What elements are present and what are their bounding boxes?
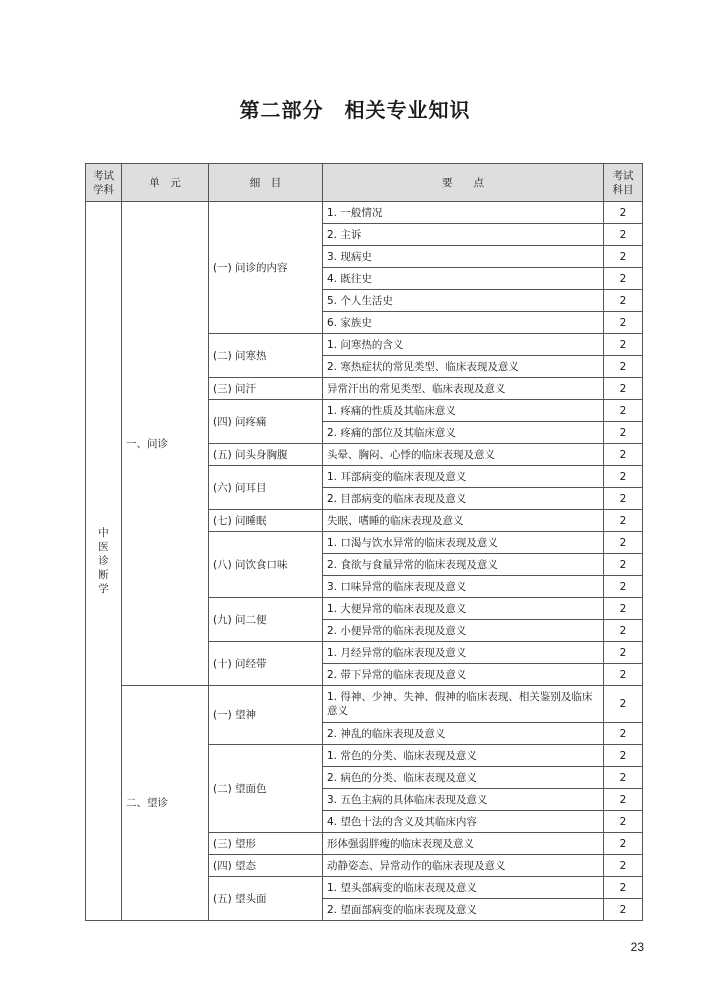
point-cell: 2. 小便异常的临床表现及意义 (323, 620, 604, 642)
point-cell: 2. 食欲与食量异常的临床表现及意义 (323, 554, 604, 576)
category-cell: 2 (604, 422, 643, 444)
header-category: 考试科目 (604, 164, 643, 202)
table-row (86, 686, 643, 723)
point-cell: 2. 病色的分类、临床表现及意义 (323, 767, 604, 789)
category-cell: 2 (604, 312, 643, 334)
detail-cell: (二) 问寒热 (209, 334, 323, 378)
category-cell: 2 (604, 334, 643, 356)
point-cell: 3. 口味异常的临床表现及意义 (323, 576, 604, 598)
category-cell: 2 (604, 620, 643, 642)
subject-cell: 中医诊断学 (86, 202, 122, 921)
detail-cell: (十) 问经带 (209, 642, 323, 686)
category-cell: 2 (604, 664, 643, 686)
detail-cell: (三) 望形 (209, 833, 323, 855)
category-cell: 2 (604, 789, 643, 811)
category-cell: 2 (604, 246, 643, 268)
point-cell: 1. 常色的分类、临床表现及意义 (323, 745, 604, 767)
point-cell: 1. 月经异常的临床表现及意义 (323, 642, 604, 664)
category-cell: 2 (604, 444, 643, 466)
category-cell: 2 (604, 576, 643, 598)
detail-cell: (一) 望神 (209, 686, 323, 745)
category-cell: 2 (604, 723, 643, 745)
point-cell: 1. 问寒热的含义 (323, 334, 604, 356)
header-unit: 单 元 (122, 164, 209, 202)
category-cell: 2 (604, 877, 643, 899)
detail-cell: (九) 问二便 (209, 598, 323, 642)
detail-cell: (五) 望头面 (209, 877, 323, 921)
page-title: 第二部分 相关专业知识 (239, 98, 471, 122)
point-cell: 1. 疼痛的性质及其临床意义 (323, 400, 604, 422)
category-cell: 2 (604, 290, 643, 312)
table-header-row (86, 164, 643, 202)
point-cell: 4. 既往史 (323, 268, 604, 290)
point-cell: 5. 个人生活史 (323, 290, 604, 312)
point-cell: 2. 寒热症状的常见类型、临床表现及意义 (323, 356, 604, 378)
detail-cell: (五) 问头身胸腹 (209, 444, 323, 466)
point-cell: 2. 主诉 (323, 224, 604, 246)
header-subject: 考试学科 (86, 164, 122, 202)
point-cell: 1. 耳部病变的临床表现及意义 (323, 466, 604, 488)
point-cell: 1. 得神、少神、失神、假神的临床表现、相关鉴别及临床意义 (323, 686, 604, 723)
table-row (86, 202, 643, 224)
category-cell: 2 (604, 811, 643, 833)
point-cell: 2. 神乱的临床表现及意义 (323, 723, 604, 745)
detail-cell: (六) 问耳目 (209, 466, 323, 510)
point-cell: 形体强弱胖瘦的临床表现及意义 (323, 833, 604, 855)
category-cell: 2 (604, 686, 643, 723)
detail-cell: (三) 问汗 (209, 378, 323, 400)
detail-cell: (八) 问饮食口味 (209, 532, 323, 598)
point-cell: 2. 疼痛的部位及其临床意义 (323, 422, 604, 444)
unit-cell: 一、问诊 (122, 202, 209, 686)
point-cell: 1. 口渴与饮水异常的临床表现及意义 (323, 532, 604, 554)
category-cell: 2 (604, 855, 643, 877)
point-cell: 1. 望头部病变的临床表现及意义 (323, 877, 604, 899)
detail-cell: (一) 问诊的内容 (209, 202, 323, 334)
category-cell: 2 (604, 356, 643, 378)
header-point: 要 点 (323, 164, 604, 202)
detail-cell: (四) 问疼痛 (209, 400, 323, 444)
point-cell: 2. 目部病变的临床表现及意义 (323, 488, 604, 510)
page-number: 23 (630, 940, 644, 954)
point-cell: 4. 望色十法的含义及其临床内容 (323, 811, 604, 833)
category-cell: 2 (604, 224, 643, 246)
category-cell: 2 (604, 598, 643, 620)
point-cell: 6. 家族史 (323, 312, 604, 334)
category-cell: 2 (604, 833, 643, 855)
point-cell: 异常汗出的常见类型、临床表现及意义 (323, 378, 604, 400)
category-cell: 2 (604, 899, 643, 921)
category-cell: 2 (604, 400, 643, 422)
point-cell: 1. 大便异常的临床表现及意义 (323, 598, 604, 620)
point-cell: 头晕、胸闷、心悸的临床表现及意义 (323, 444, 604, 466)
category-cell: 2 (604, 378, 643, 400)
point-cell: 3. 五色主病的具体临床表现及意义 (323, 789, 604, 811)
point-cell: 动静姿态、异常动作的临床表现及意义 (323, 855, 604, 877)
table-body (86, 202, 643, 921)
category-cell: 2 (604, 488, 643, 510)
point-cell: 3. 现病史 (323, 246, 604, 268)
category-cell: 2 (604, 767, 643, 789)
point-cell: 1. 一般情况 (323, 202, 604, 224)
syllabus-table (85, 163, 643, 921)
category-cell: 2 (604, 642, 643, 664)
category-cell: 2 (604, 745, 643, 767)
detail-cell: (七) 问睡眠 (209, 510, 323, 532)
category-cell: 2 (604, 532, 643, 554)
category-cell: 2 (604, 554, 643, 576)
category-cell: 2 (604, 510, 643, 532)
detail-cell: (二) 望面色 (209, 745, 323, 833)
category-cell: 2 (604, 202, 643, 224)
detail-cell: (四) 望态 (209, 855, 323, 877)
point-cell: 2. 带下异常的临床表现及意义 (323, 664, 604, 686)
category-cell: 2 (604, 268, 643, 290)
point-cell: 失眠、嗜睡的临床表现及意义 (323, 510, 604, 532)
point-cell: 2. 望面部病变的临床表现及意义 (323, 899, 604, 921)
header-detail: 细 目 (209, 164, 323, 202)
unit-cell: 二、望诊 (122, 686, 209, 921)
category-cell: 2 (604, 466, 643, 488)
